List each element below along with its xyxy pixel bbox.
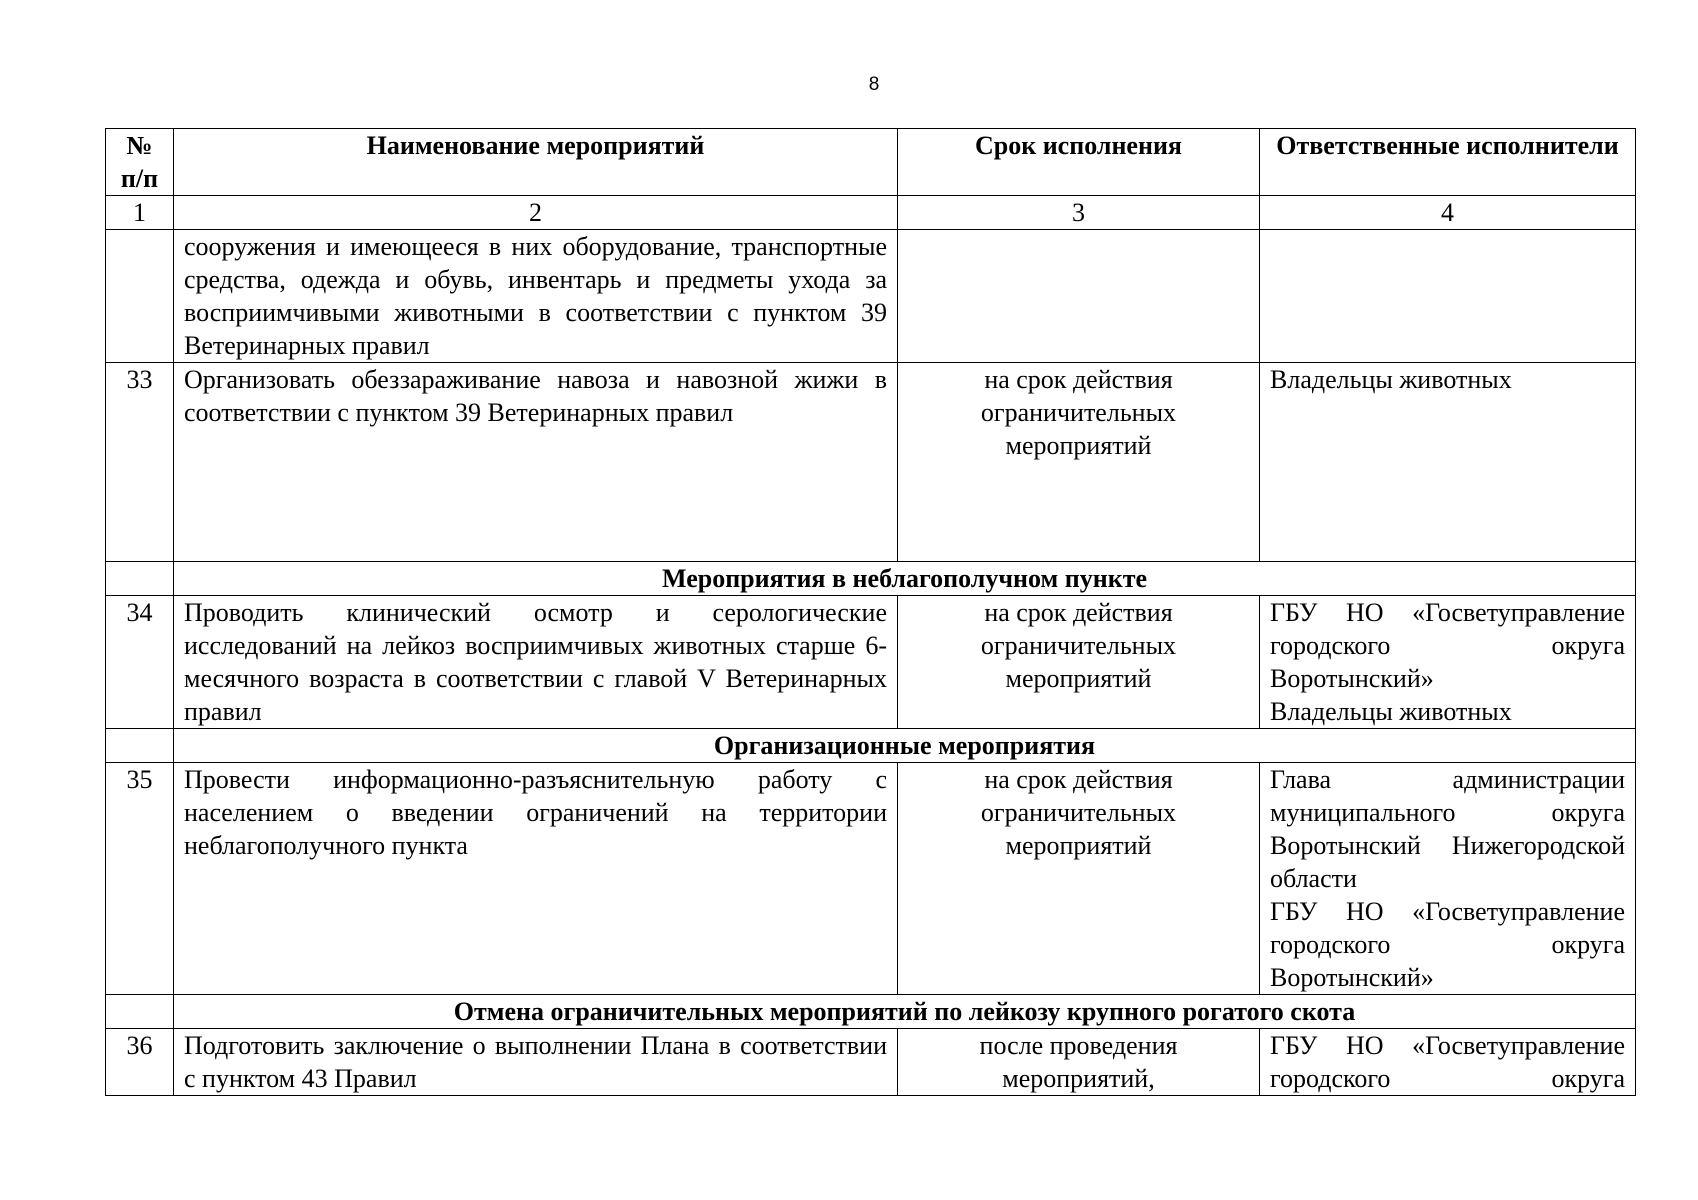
row-name: Проводить клинический осмотр и серологические исследований на лейкоз восприимчивых животных старше 6-месячного возраста в соответствии с главой V Ветеринарных правил [174, 596, 898, 729]
table-row-34 [106, 596, 1636, 729]
section-num-cell [106, 995, 174, 1029]
column-number: 2 [174, 196, 898, 230]
row-term: на срок действия ограничительных мероприятий [898, 596, 1260, 729]
header-name: Наименование мероприятий [174, 129, 898, 196]
row-responsible [1260, 230, 1636, 363]
row-num: 34 [106, 596, 174, 729]
row-name: сооружения и имеющееся в них оборудование, транспортные средства, одежда и обувь, инвентарь и предметы ухода за восприимчивыми животными в соответствии с пунктом 39 Ветеринарных правил [174, 230, 898, 363]
section-title: Мероприятия в неблагополучном пункте [174, 562, 1636, 596]
row-responsible: ГБУ НО «Госветуправление городского округа [1260, 1029, 1636, 1096]
row-num: 35 [106, 763, 174, 995]
row-responsible [1260, 763, 1636, 995]
row-name: Подготовить заключение о выполнении Плана в соответствии с пунктом 43 Правил [174, 1029, 898, 1096]
section-row [106, 729, 1636, 763]
column-number: 3 [898, 196, 1260, 230]
row-responsible [1260, 596, 1636, 729]
row-name: Организовать обеззараживание навоза и навозной жижи в соответствии с пунктом 39 Ветеринарных правил [174, 363, 898, 562]
row-term: после проведения мероприятий, [898, 1029, 1260, 1096]
table-row-36 [106, 1029, 1636, 1096]
section-title: Отмена ограничительных мероприятий по лейкозу крупного рогатого скота [174, 995, 1636, 1029]
section-row [106, 995, 1636, 1029]
section-num-cell [106, 729, 174, 763]
column-number: 1 [106, 196, 174, 230]
row-term: на срок действия ограничительных мероприятий [898, 763, 1260, 995]
table-header-row [106, 129, 1636, 196]
row-num: 33 [106, 363, 174, 562]
header-term: Срок исполнения [898, 129, 1260, 196]
section-title: Организационные мероприятия [174, 729, 1636, 763]
row-name: Провести информационно-разъяснительную работу с населением о введении ограничений на территории неблагополучного пункта [174, 763, 898, 995]
section-row [106, 562, 1636, 596]
responsible-line: Глава администрации муниципального округа Воротынский Нижегородской области [1270, 765, 1625, 893]
responsible-line: Владельцы животных [1270, 697, 1512, 726]
column-numbers-row [106, 196, 1636, 230]
table-row-continuation [106, 230, 1636, 363]
responsible-line: ГБУ НО «Госветуправление городского округа Воротынский» [1270, 897, 1625, 992]
row-term [898, 230, 1260, 363]
row-term: на срок действия ограничительных мероприятий [898, 363, 1260, 562]
header-responsible: Ответственные исполнители [1260, 129, 1636, 196]
responsible-line: ГБУ НО «Госветуправление городского округа Воротынский» [1270, 598, 1625, 693]
table-row-33 [106, 363, 1636, 562]
header-num: № п/п [106, 129, 174, 196]
row-responsible: Владельцы животных [1260, 363, 1636, 562]
section-num-cell [106, 562, 174, 596]
column-number: 4 [1260, 196, 1636, 230]
row-num: 36 [106, 1029, 174, 1096]
measures-table [105, 128, 1636, 1096]
page-number: 8 [868, 74, 880, 95]
table-row-35 [106, 763, 1636, 995]
row-num [106, 230, 174, 363]
